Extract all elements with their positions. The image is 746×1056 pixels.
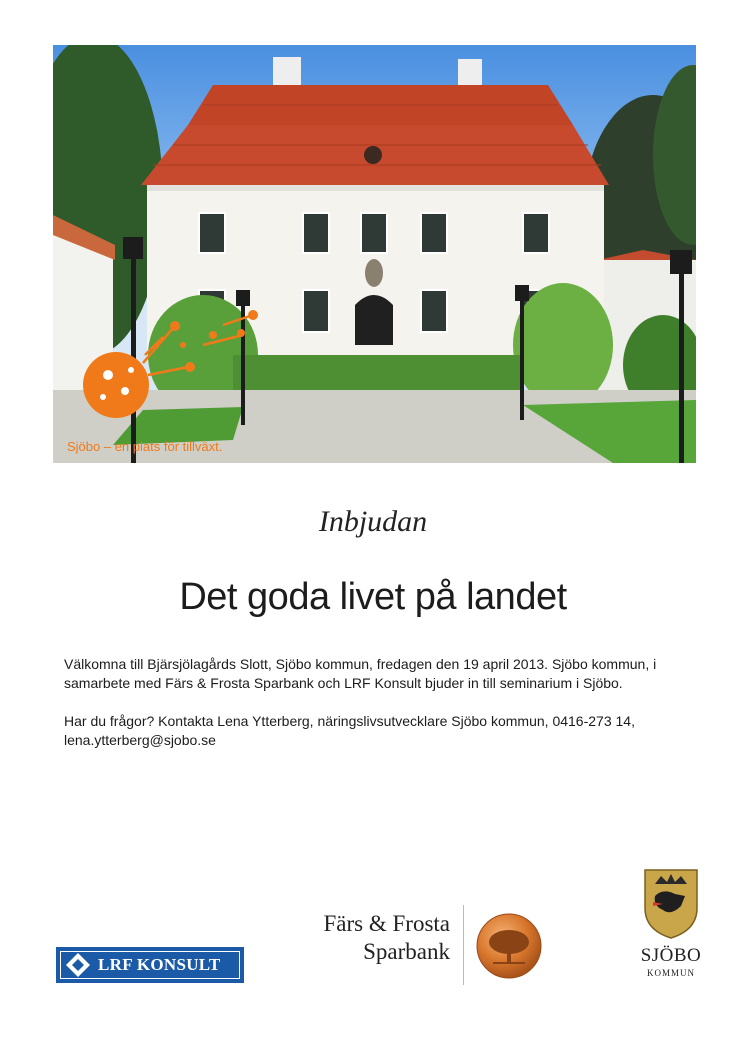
lrf-konsult-logo — [56, 947, 244, 983]
municipality-name: SJÖBO — [640, 945, 702, 966]
bank-name-line-1: Färs & Frosta — [323, 911, 450, 936]
lrf-konsult-text: LRF KONSULT — [98, 955, 221, 974]
bank-tree-emblem-icon — [475, 912, 543, 980]
hero-photo — [53, 45, 696, 463]
diamond-icon — [64, 951, 92, 979]
invitation-paragraph-2: Har du frågor? Kontakta Lena Ytterberg, näringslivsutvecklare Sjöbo kommun, 0416-273 14, lena.ytterberg@sjobo.se — [64, 713, 635, 748]
invitation-body — [64, 655, 704, 769]
hero-tagline: Sjöbo – en plats för tillväxt. — [67, 439, 223, 454]
bank-name-line-2: Sparbank — [363, 939, 450, 964]
invitation-paragraph-1: Välkomna till Bjärsjölagårds Slott, Sjöbo kommun, fredagen den 19 april 2013. Sjöbo kommun, i samarbete med Färs & Frosta Sparbank och LRF Konsult bjuder in till seminarium i Sjöbo. — [64, 656, 657, 691]
bank-logo-text — [324, 910, 451, 966]
bank-logo-divider — [463, 905, 464, 985]
page-title: Det goda livet på landet — [179, 576, 567, 618]
municipality-subtitle: KOMMUN — [646, 968, 695, 978]
sjobo-coat-of-arms-icon — [641, 866, 701, 940]
manor-illustration — [53, 45, 696, 463]
invitation-kicker: Inbjudan — [318, 505, 428, 538]
